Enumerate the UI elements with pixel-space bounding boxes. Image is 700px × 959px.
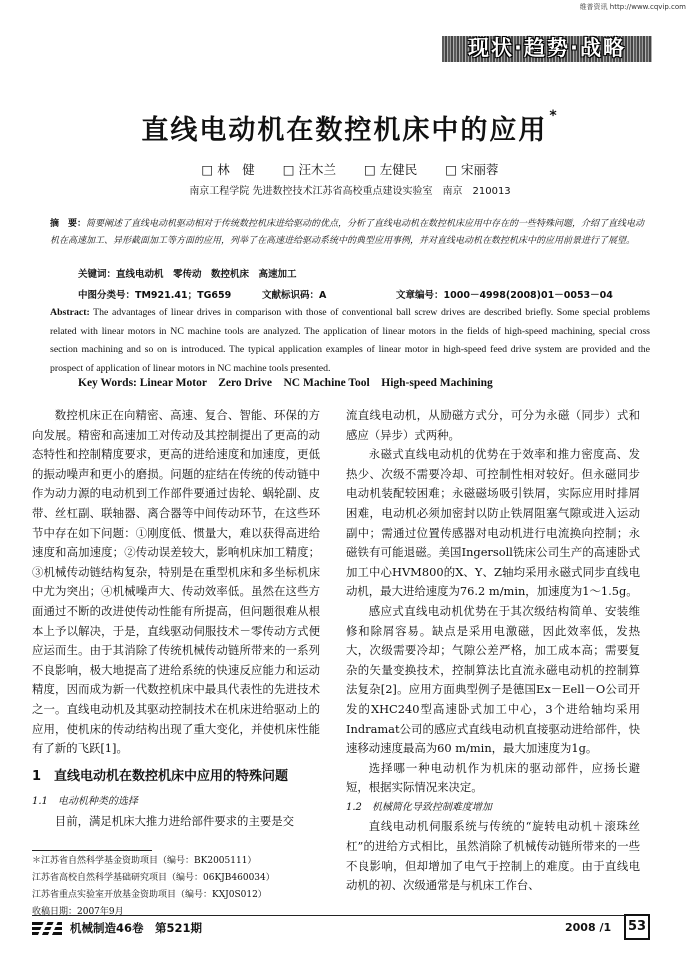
clc-number: 中图分类号：TM921.41；TG659	[78, 290, 232, 301]
issue-date: 2008 /1	[565, 921, 612, 934]
subsection-heading: 1.2 机械简化导致控制难度增加	[346, 801, 492, 813]
keywords-chinese: 关键词：直线电动机 零传动 数控机床 高速加工	[78, 269, 297, 280]
classification-line	[78, 287, 648, 301]
document-code: 文献标识码：A	[262, 290, 327, 301]
footnote: 收稿日期：2007年9月	[32, 907, 124, 917]
footer-divider	[32, 915, 644, 916]
paragraph: 直线电动机伺服系统与传统的“旋转电动机＋滚珠丝杠”的进给方式相比，虽然消除了机械传动链所带来的一些不良影响，但却增加了电气于控制上的难度。由于直线电动机的初、次级通常是与机床工作台、	[346, 819, 640, 893]
body-column-right	[346, 406, 640, 896]
footnotes	[32, 853, 332, 921]
journal-issue: 机械制造46卷 第521期	[70, 921, 203, 935]
author-2: □ 汪木兰	[282, 162, 336, 177]
abstract-english	[50, 304, 650, 378]
abstract-en-label: Abstract:	[50, 307, 90, 318]
abstract-en-text: The advantages of linear drives in comparison with those of conventional ball screw drives are described briefly. Some special problems related with linear motors in NC machine tools are analyzed. The application of linear motors in the fields of high-speed machining, special cross section machining and so on is introduced. The typical application examples of linear motor in high-speed feed drive system are provided and the prospect of application of linear motors in NC machine tools presented.	[50, 307, 650, 374]
footnote: 江苏省高校自然科学基础研究项目（编号：06KJB460034）	[32, 873, 275, 883]
author-4: □ 宋丽蓉	[445, 162, 499, 177]
article-number: 文章编号：1000－4998(2008)01－0053－04	[396, 290, 613, 301]
author-3: □ 左健民	[363, 162, 418, 177]
subsection-heading: 1.1 电动机种类的选择	[32, 796, 138, 808]
abstract-cn-text: 简要阐述了直线电动机驱动相对于传统数控机床进给驱动的优点，分析了直线电动机在数控机床应用中存在的一些特殊问题，介绍了直线电动机在高速加工、异形截面加工等方面的应用，列举了在高速进给驱动系统中的典型应用事例，并对直线电动机在数控机床中的应用前景进行了展望。	[50, 219, 645, 246]
section-banner	[442, 30, 652, 66]
title-text: 直线电动机在数控机床中的应用	[141, 115, 548, 146]
keywords-english: Key Words: Linear Motor Zero Drive NC Machine Tool High-speed Machining	[78, 377, 493, 389]
body-column-left	[32, 406, 320, 831]
banner-text: 现状·趋势·战略	[468, 36, 626, 60]
article-title	[0, 108, 700, 147]
paragraph: 永磁式直线电动机的优势在于效率和推力密度高、发热少、次级不需要冷却、可控制性相对较好。但永磁同步电动机装配较困难；永磁磁场吸引铁屑，实际应用时排屑困难，电动机必须加密封以防止铁屑阻塞气隙或进入运动副中；需通过位置传感器对电动机进行电流换向控制；永磁铁有可能退磁。美国Ingersoll铣床公司生产的高速卧式加工中心HVM800的X、Y、Z轴均采用永磁式同步直线电动机，最大进给速度为76.2 m/min，加速度为1～1.5g。	[346, 447, 640, 599]
abstract-chinese	[50, 216, 650, 250]
journal-logo-icon	[32, 920, 62, 936]
site-watermark: 维普资讯 http://www.cqvip.com	[579, 3, 686, 11]
paragraph: 流直线电动机，从励磁方式分，可分为永磁（同步）式和感应（异步）式两种。	[346, 408, 640, 442]
paragraph: 数控机床正在向精密、高速、复合、智能、环保的方向发展。精密和高速加工对传动及其控制提出了更高的动态特性和控制精度要求，更高的进给速度和加速度，更低的振动噪声和更小的磨损。问题的症结在传统的传动链中作为动力源的电动机到工作部件要通过齿轮、蜗轮副、皮带、丝杠副、联轴器、离合器等中间传动环节，在这些环节中存在如下问题：①刚度低、惯量大，难以获得高进给速度和高加速度；②传动误差较大，影响机床加工精度；③机械传动链结构复杂，特别是在重型机床和多坐标机床中尤为突出；④机械噪声大、传动效率低。虽然在这些方面通过不断的改进使传动性能有所提高，但问题很难从根本上予以解决，于是，直线驱动伺服技术－零传动方式便应运而生。由于其消除了传统机械传动链所带来的一系列不良影响，极大地提高了进给系统的快速反应能力和运动精度，因而成为新一代数控机床中最具代表性的先进技术之一。直线电动机及其驱动控制技术在机床进给驱动上的应用，使机床的传动结构出现了重大变化，并使机床性能有了新的飞跃[1]。	[32, 408, 320, 756]
footnote: ＊江苏省自然科学基金资助项目（编号：BK2005111）	[32, 856, 257, 866]
paragraph: 选择哪一种电动机作为机床的驱动部件，应扬长避短，根据实际情况来决定。	[346, 760, 640, 795]
section-heading: 1 直线电动机在数控机床中应用的特殊问题	[32, 768, 289, 784]
paragraph: 目前，满足机床大推力进给部件要求的主要是交	[54, 813, 295, 828]
footnote: 江苏省重点实验室开放基金资助项目（编号：KXJ0S012）	[32, 890, 267, 900]
title-footnote-mark: *	[549, 108, 559, 124]
abstract-cn-label: 摘 要：	[50, 219, 87, 229]
affiliation: 南京工程学院 先进数控技术江苏省高校重点建设实验室 南京 210013	[189, 186, 511, 197]
footnote-divider	[32, 850, 152, 851]
author-1: □ 林 健	[201, 162, 255, 177]
paragraph: 感应式直线电动机优势在于其次级结构简单、安装维修和除屑容易。缺点是采用电激磁，因此效率低，发热大，次级需要冷却；气隙公差严格，加工成本高；需要复杂的矢量变换技术，控制算法比直流永磁电动机的控制算法复杂[2]。应用方面典型例子是德国Ex－Eell－O公司开发的XHC240型高速卧式加工中心，3个进给轴均采用Indramat公司的感应式直线电动机直接驱动进给部件，快速移动速度最高为60 m/min，最大加速度为1g。	[346, 603, 640, 756]
author-list	[0, 160, 700, 178]
page-number: 53	[624, 914, 650, 940]
